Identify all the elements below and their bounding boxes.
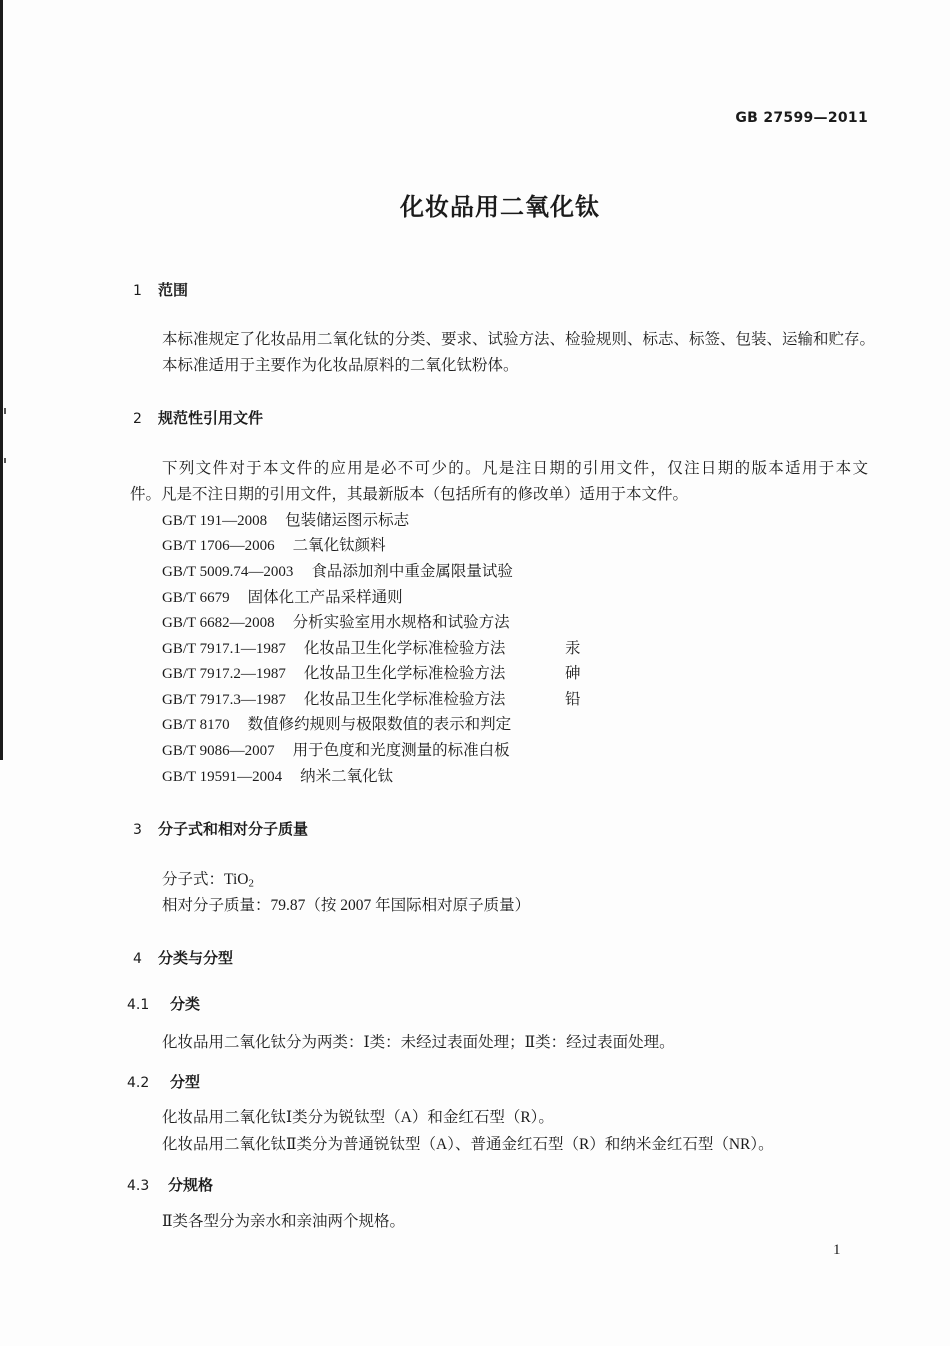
- reference-item: [162, 639, 722, 659]
- reference-item: [162, 511, 722, 531]
- page-number: 1: [833, 1242, 841, 1258]
- section-3-title: 分子式和相对分子质量: [158, 820, 309, 838]
- reference-code: GB/T 6682—2008: [162, 615, 275, 631]
- reference-code: GB/T 7917.3—1987: [162, 692, 286, 708]
- section-4-title: 分类与分型: [158, 949, 234, 967]
- reference-title: 化妆品卫生化学标准检验方法: [303, 691, 506, 708]
- section-4-1-paragraph: 化妆品用二氧化钛分为两类：Ⅰ类：未经过表面处理；Ⅱ类：经过表面处理。: [162, 1034, 675, 1051]
- reference-code: GB/T 7917.2—1987: [162, 666, 286, 682]
- standard-number: GB 27599—2011: [735, 110, 868, 126]
- section-2-title: 规范性引用文件: [158, 409, 264, 427]
- reference-title: 二氧化钛颜料: [292, 537, 386, 554]
- reference-item: [162, 613, 722, 633]
- reference-code: GB/T 6679: [162, 590, 230, 606]
- reference-code: GB/T 8170: [162, 717, 230, 733]
- reference-title: 分析实验室用水规格和试验方法: [292, 614, 510, 631]
- section-4-2-paragraph: 化妆品用二氧化钛Ⅱ类分为普通锐钛型（A）、普通金红石型（R）和纳米金红石型（NR）。: [162, 1136, 774, 1153]
- reference-code: GB/T 7917.1—1987: [162, 641, 286, 657]
- reference-title: 包装储运图示标志: [285, 512, 410, 529]
- reference-code: GB/T 1706—2006: [162, 538, 275, 554]
- scan-edge-line: [0, 0, 3, 760]
- section-4-1-title: 分类: [170, 995, 201, 1013]
- section-1-number: 1: [133, 283, 142, 299]
- section-1-title: 范围: [158, 281, 189, 299]
- reference-title: 用于色度和光度测量的标准白板: [292, 742, 510, 759]
- reference-code: GB/T 191—2008: [162, 513, 268, 529]
- reference-item: [162, 690, 722, 710]
- reference-element: 铅: [565, 691, 581, 708]
- reference-title: 固体化工产品采样通则: [247, 589, 403, 606]
- formula-subscript: 2: [248, 877, 254, 890]
- section-4-2-number: 4.2: [127, 1075, 150, 1091]
- reference-title: 食品添加剂中重金属限量试验: [311, 563, 513, 580]
- reference-item: [162, 536, 722, 556]
- section-4-number: 4: [133, 951, 142, 967]
- reference-item: [162, 715, 722, 735]
- scan-mark: [4, 458, 6, 463]
- section-2-number: 2: [133, 411, 142, 427]
- document-title: 化妆品用二氧化钛: [400, 193, 600, 221]
- reference-element: 汞: [565, 640, 581, 657]
- molecular-formula: [162, 870, 254, 890]
- section-4-3-number: 4.3: [127, 1178, 150, 1194]
- section-4-1-number: 4.1: [127, 997, 150, 1013]
- reference-title: 数值修约规则与极限数值的表示和判定: [247, 716, 512, 733]
- section-2-intro-line: 下列文件对于本文件的应用是必不可少的。凡是注日期的引用文件，仅注日期的版本适用于本文: [162, 460, 868, 477]
- reference-item: [162, 588, 722, 608]
- section-1-paragraph: 本标准适用于主要作为化妆品原料的二氧化钛粉体。: [162, 357, 519, 374]
- formula-label: 分子式：: [162, 871, 225, 888]
- section-4-3-paragraph: Ⅱ类各型分为亲水和亲油两个规格。: [162, 1213, 406, 1230]
- section-4-3-title: 分规格: [168, 1176, 214, 1194]
- reference-item: [162, 664, 722, 684]
- formula-value: TiO: [224, 871, 249, 888]
- molecular-mass: 相对分子质量：79.87（按 2007 年国际相对原子质量）: [162, 897, 531, 914]
- scan-mark: [4, 408, 6, 414]
- reference-title: 化妆品卫生化学标准检验方法: [303, 665, 506, 682]
- reference-code: GB/T 19591—2004: [162, 769, 283, 785]
- reference-title: 纳米二氧化钛: [300, 768, 394, 785]
- section-3-number: 3: [133, 822, 142, 838]
- reference-item: [162, 767, 722, 787]
- reference-title: 化妆品卫生化学标准检验方法: [303, 640, 506, 657]
- section-1-paragraph: 本标准规定了化妆品用二氧化钛的分类、要求、试验方法、检验规则、标志、标签、包装、运输和贮存。: [162, 331, 876, 348]
- reference-item: [162, 562, 722, 582]
- reference-item: [162, 741, 722, 761]
- reference-code: GB/T 5009.74—2003: [162, 564, 294, 580]
- section-4-2-paragraph: 化妆品用二氧化钛Ⅰ类分为锐钛型（A）和金红石型（R）。: [162, 1109, 554, 1126]
- reference-element: 砷: [565, 665, 581, 682]
- reference-code: GB/T 9086—2007: [162, 743, 275, 759]
- section-2-intro-line: 件。凡是不注日期的引用文件，其最新版本（包括所有的修改单）适用于本文件。: [130, 486, 689, 503]
- section-4-2-title: 分型: [170, 1073, 201, 1091]
